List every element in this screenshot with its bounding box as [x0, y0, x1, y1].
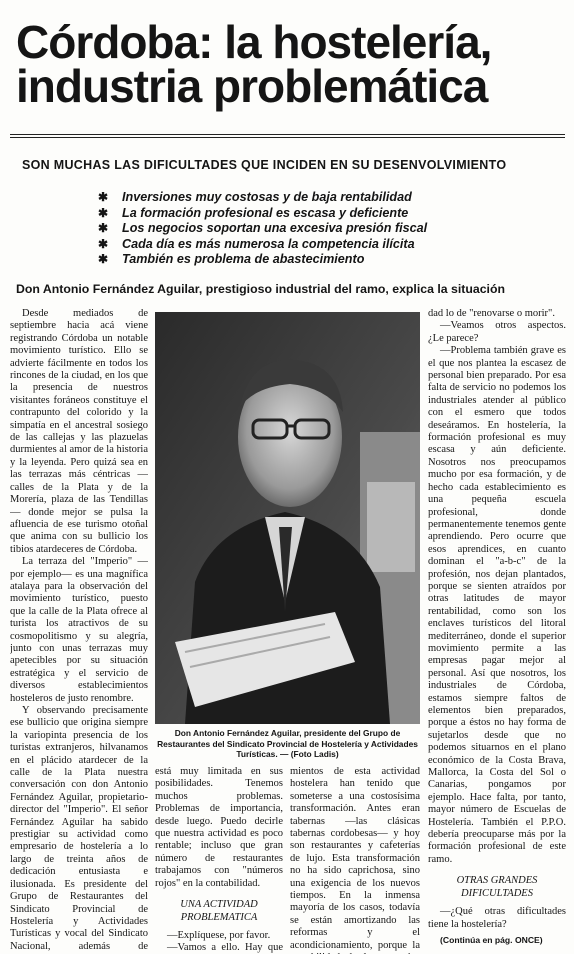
headline-rule [10, 134, 565, 135]
bullet-list [98, 190, 427, 268]
article-column-3 [290, 766, 420, 954]
paragraph: Desde mediados de septiembre hacia acá viene registrando Córdoba un notable movimiento turístico. Ello se advierte fácilmente en todos los rincones de la ciudad, en los que la presencia de nuestros visitantes foráneos constituye el contrapunto del colorido y la simpatía en el ancestral sosiego de las callejas y las plazuelas durmientes al amor de la historia y la leyenda. Pero quizá sea en las terrazas más céntricas —calles de la Plata y de la Morería, plaza de las Tendillas— donde mejor se pulsa la afluencia de ese turismo otoñal que anima con su bullicio los tibios atardeceres de Córdoba. [10, 308, 148, 555]
subheadline: SON MUCHAS LAS DIFICULTADES QUE INCIDEN EN SU DESENVOLVIMIENTO [22, 158, 507, 172]
asterisk-icon: ✱ [98, 252, 109, 266]
paragraph: —Explíquese, por favor. [167, 930, 271, 942]
bullet-item: ✱ Los negocios soportan una excesiva presión fiscal [98, 221, 428, 235]
paragraph [428, 931, 566, 932]
continuation-note: (Continúa en pág. ONCE) [440, 935, 543, 945]
section-subheading: OTRAS GRANDES DIFICULTADES [456, 875, 538, 900]
paragraph: Y observando precisamente ese bullicio que origina siempre la variopinta presencia de los turistas extranjeros, hilvanamos en el plácido atardecer de la calle de la Plata nuestra conversación con don Antonio Fernández Aguilar, propietario-director del "Imperio". El señor Fernández Aguilar ha sabido prestigiar su actividad como empresario de hostelería a lo largo de treinta años de dedicación entusiasta e ilusionada. Es presidente del Grupo de Restaurantes del Sindicato Provincial de Hostelería y Actividades Turísticas y vocal del Sindicato Nacional, además de [10, 705, 148, 952]
paragraph: mientos de esta actividad hostelera han tenido que someterse a una costosísima transformación. Antes eran tabernas —las clásicas tabernas cordobesas— y hoy son restaurantes y cafeterías de lujo. Esta transformación no ha sido caprichosa, sino una exigencia de los nuevos tiempos. En la inmensa mayoría de los casos, todavía se están amortizando las reformas y el acondicionamiento, porque la [290, 766, 420, 951]
headline-line-2: industria problemática [16, 60, 488, 112]
asterisk-icon: ✱ [98, 205, 109, 220]
headline [16, 16, 566, 112]
headline-line-1: Córdoba: la hostelería, [16, 16, 492, 68]
article-column-4 [428, 308, 566, 932]
article-column-1 [10, 308, 148, 954]
article-column-2 [155, 766, 283, 954]
paragraph: La terraza del "Imperio" —por ejemplo— es una magnífica atalaya para la observación del movimiento turístico, puesto que la calle de la Plata ofrece al turista los atractivos de su cosmopolitismo y su alegría, junto con unas terrazas muy apetecibles por su situación estratégica y el servicio de diversos establecimientos hosteleros de justo renombre. [10, 556, 148, 704]
bullet-item: ✱ También es problema de abastecimiento [98, 252, 365, 266]
bullet-item: ✱ Cada día es más numerosa la competencia ilícita [98, 236, 415, 251]
bullet-item: ✱ Inversiones muy costosas y de baja rentabilidad [98, 190, 412, 204]
paragraph: dad lo de "renovarse o morir". [428, 308, 555, 319]
paragraph: —¿Qué otras dificultades tiene la hostelería? [428, 906, 566, 930]
paragraph: —Problema también grave es el que nos plantea la escasez de personal bien preparado. Por esa falta de servicio no podemos los industriales atender al público con el esmero que todos deseáramos. En hostelería, la formación profesional es muy escasa y aún deficiente. Nosotros nos preocupamos mucho por esa formación, y de hecho cada establecimiento es una pequeña escuela profesional, donde permanentemente tenemos gente aprendiendo. Pero ocurre que esos aprendices, en cuanto dominan el "a-b-c" de la profesión, nos dejan plantados, porque se sienten atraídos por otras latitudes de mayor rentabilidad, como son los enclaves turísticos del litoral mediterráneo, donde el superior movimiento permite a las empresas pagar mejor al personal. Así que nosotros, los industriales de Córdoba, estamos siempre faltos de elementos bien preparados, porque a éstos no hay forma de sujetarlos desde que no podemos situarnos en el plano económico de la Costa Brava, Mallorca, la Costa del Sol o Canarias, pongamos por ejemplo. Hace falta, por tanto, mayor número de Escuelas de Hostelería. También el P.P.O. debería preocuparse más por la formación profesional de este ramo. [428, 345, 566, 865]
paragraph: —Vamos a ello. Hay que [167, 942, 283, 954]
portrait-illustration [155, 312, 420, 724]
asterisk-icon: ✱ [98, 236, 109, 251]
portrait-photo [155, 312, 420, 724]
section-subheading: UNA ACTIVIDAD PROBLEMATICA [180, 899, 258, 924]
headline-rule-double [10, 137, 565, 138]
deck-line: Don Antonio Fernández Aguilar, prestigioso industrial del ramo, explica la situación [16, 282, 505, 296]
paragraph: está muy limitada en sus posibilidades. Tenemos muchos problemas. Problemas de importancia, desde luego. Puedo decirle que nuestra actividad es poco rentable; incluso que gran número de restaurantes trabajamos con "números rojos" en la contabilidad. [155, 766, 283, 889]
bullet-item: ✱ La formación profesional es escasa y deficiente [98, 205, 409, 220]
asterisk-icon: ✱ [98, 221, 109, 235]
asterisk-icon: ✱ [98, 190, 109, 204]
paragraph: —Veamos otros aspectos. ¿Le parece? [428, 320, 566, 344]
photo-caption: Don Antonio Fernández Aguilar, presidente del Grupo de Restaurantes del Sindicato Provincial de Hostelería y Actividades Turísticas. — (Foto Ladis) [157, 728, 418, 759]
